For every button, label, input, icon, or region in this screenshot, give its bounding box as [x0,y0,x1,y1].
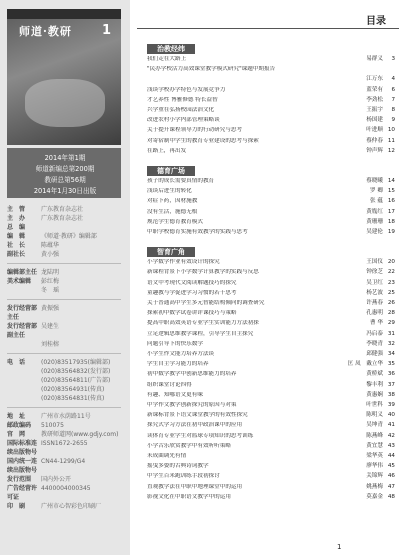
toc-entry[interactable] [147,382,395,389]
info-value: 4400004000345 [41,485,91,492]
info-key: 发行经营部主任 [7,305,38,321]
toc-entry[interactable] [147,229,395,236]
info-row [7,340,121,349]
entry-page: 19 [387,229,395,235]
entry-page: 22 [387,269,395,276]
entry-author: 陈燕峰 [366,432,383,439]
entry-title: 新课程背景下小学数学计算教学的实践与反思 [147,269,259,276]
cover-title: 师道·教研 [19,25,72,38]
entry-title: 小学数学作业有效设计的探究 [147,259,220,266]
entry-page: 48 [387,493,395,500]
entry-title: 语文中考现代文阅读解题技巧的探究 [147,279,237,286]
toc-entry[interactable] [147,209,395,216]
entry-author: 黄胤红 [366,208,383,215]
entry-author: 李劲松 [366,96,383,103]
entry-title: 初中数学教学中创新思维能力的培养 [147,371,237,378]
info-key [7,286,41,295]
toc-divider [137,28,399,29]
toc-entry[interactable] [147,117,395,124]
table-of-contents [137,0,400,555]
toc-entry[interactable] [147,219,395,226]
info-key [7,394,41,403]
entry-page: 4 [391,76,395,83]
info-value: 陈蕴华 [41,242,60,249]
entry-title: 探索初中数学试卷讲评课技巧与策略 [147,310,237,317]
info-key: 编辑部主任 [7,269,38,276]
info-value: (020)83564831(传真) [41,395,105,402]
entry-title: 对寄宿制中学生的教育专业建设的思考与探索 [147,137,259,144]
toc-entry[interactable] [147,259,395,266]
info-key: 广告经营许可证 [7,485,38,501]
info-value: 彭红梅 [41,278,60,285]
entry-page: 31 [387,330,395,337]
toc-entry[interactable] [147,443,395,450]
entry-author: 黄桥斌 [366,371,383,378]
toc-entry[interactable] [147,341,395,348]
info-key: 印 刷 [7,503,26,510]
entry-page: 39 [387,402,395,408]
entry-title: 才艺养性 博雅修德 特长益智 [147,96,218,103]
entry-author: 黄珊珊 [366,218,383,225]
info-row [7,484,121,502]
entry-title: 改进农村小学内部管理策略谈 [147,117,220,124]
entry-author: 梁华英 [366,453,383,459]
info-row [7,412,121,421]
entry-page: 36 [387,371,395,378]
entry-title: 立足逻辑思维教学课程，引导学生自主探究 [147,330,254,337]
info-row [7,367,121,376]
info-key: 副社长 [7,251,26,258]
entry-author: 张 蕴 [370,198,383,205]
info-row [7,475,121,484]
entry-title: 浅谈学校办学特色与发展竞争力 [147,86,226,93]
entry-page: 47 [387,483,395,490]
toc-entry[interactable] [147,402,395,409]
entry-author [337,66,383,73]
info-value: 龙陆明 [41,269,60,276]
toc-entry[interactable] [147,269,395,276]
section-header: 治教经纬 [147,44,195,54]
info-value [41,223,121,232]
info-key: 主 办 [7,215,26,222]
entry-title: 问题引导下的快乐数学 [147,340,203,347]
info-key: 编 辑 [7,233,26,240]
info-row [7,358,121,367]
entry-author: 莫嘉金 [366,493,383,500]
entry-author: 冯启泰 [366,330,383,337]
entry-author: 匡 凤 戴立华 [347,361,383,368]
info-key [7,385,41,394]
info-separator [7,263,121,264]
issue-line: 教研总第56期 [44,176,86,184]
entry-page: 26 [387,300,395,306]
entry-page: 28 [387,310,395,317]
toc-entry[interactable] [147,320,395,327]
toc-entry[interactable] [147,87,395,94]
toc-entry[interactable] [147,127,395,134]
info-value: 510075 [41,422,64,429]
entry-author: 黄宜慧 [366,442,383,449]
entry-title: 规范学生德育教育模式 [147,218,203,225]
info-value: 黄振强 [41,305,60,312]
masthead-info [7,205,121,511]
entry-page: 23 [387,279,395,286]
info-value: 冬 瑶 [41,287,60,294]
entry-page: 29 [387,320,395,327]
entry-title: 中学生百米跑训练手段初探讨 [147,473,220,480]
toc-entry[interactable] [147,412,395,419]
entry-author: 黄惠娴 [366,391,383,398]
toc-entry[interactable] [147,392,395,399]
toc-entry[interactable] [147,331,395,338]
entry-page: 40 [387,412,395,419]
info-key: 总 编 [7,224,26,231]
entry-author: 蓝荣有 [366,86,383,93]
info-separator [7,407,121,408]
info-row [7,232,121,241]
entry-title: 孩子的成长需要真情的教育 [147,178,215,184]
entry-author: 罗 卿 [370,188,383,195]
info-value: 吴建生 [41,323,60,330]
magazine-cover [7,9,121,145]
info-key: 国际标准连续出版物号 [7,440,38,456]
entry-page: 35 [387,361,395,368]
entry-author: 吴建伦 [366,229,383,235]
entry-author: 蔡仲春 [366,137,383,144]
info-row [7,439,121,457]
info-value: 刘桂榕 [41,341,60,348]
entry-title [147,76,337,83]
issue-line: 2014年第1期 [44,154,86,162]
toc-entry[interactable] [147,310,395,317]
cover-top-bar [7,9,121,19]
entry-author: 李晓青 [366,340,383,347]
toc-entry[interactable] [147,56,395,63]
entry-page: 11 [387,137,395,144]
toc-entry[interactable] [147,97,395,104]
entry-page: 20 [387,259,395,266]
entry-title: 我们走在大路上 [147,56,187,62]
entry-page: 16 [387,198,395,205]
toc-title: 目录 [366,16,386,27]
info-row [7,286,121,295]
info-key [7,340,41,349]
info-row [7,421,121,430]
info-row [7,214,121,223]
entry-title: 在路上，再出发 [147,147,187,154]
info-separator [7,299,121,300]
info-row [7,322,121,340]
entry-title: 直观教学法在中职中地理课堂中的运用 [147,483,243,490]
info-key: 美术编辑 [7,278,32,285]
info-value: 国内外公开 [41,476,72,483]
info-row [7,277,121,286]
info-row [7,241,121,250]
info-key: 社 长 [7,242,26,249]
entry-title: 提高中职高效英语专业学生实训能力方法初探 [147,320,259,327]
entry-author: 叶世科 [366,402,383,408]
entry-page: 43 [387,442,395,449]
info-row [7,304,121,322]
toc-entry[interactable] [147,76,395,83]
entry-author: 钟声辉 [366,147,383,154]
toc-entry[interactable] [147,453,395,460]
info-value: (020)83517935(编辑部) [41,359,111,366]
info-row [7,250,121,259]
toc-entry[interactable] [147,66,395,73]
toc-entry[interactable] [147,300,395,307]
section-header: 德育广场 [147,166,195,176]
entry-title: 有趣、知哪语文更有味 [147,391,203,398]
entry-title: 读体育专业学生对篮球专项知识的思考训练 [147,432,254,439]
entry-title: 小学古乐欣赏教学中有效听听策略 [147,442,231,449]
entry-page: 18 [387,218,395,225]
entry-page: 44 [387,453,395,459]
entry-title: 组织课堂讨论四得 [147,381,192,388]
entry-author: 黎丰利 [366,381,383,388]
entry-title: 影视文化在中职语文教学中的运用 [147,493,231,500]
entry-page: 10 [387,127,395,134]
toc-entry[interactable] [147,484,395,491]
entry-title: 童趣教与学促进学习习惯的若干思考 [147,289,237,296]
entry-page: 6 [391,86,395,93]
info-value: 《师道·教研》编辑部 [41,233,97,240]
entry-title: 中学作文教学创新探究的原因与对策 [147,402,237,408]
info-key: 电 话 [7,359,26,366]
toc-entry[interactable] [147,290,395,297]
entry-author: 易群义 [366,56,383,62]
toc-entry[interactable] [147,107,395,114]
toc-entry[interactable] [147,473,395,480]
info-row [7,205,121,214]
entry-author: 廖华伟 [366,463,383,470]
entry-author: 江万东 [366,76,383,83]
entry-author: 曹 华 [370,320,383,327]
info-row [7,430,121,439]
entry-author: 吴坤青 [366,422,383,429]
entry-title: 学生自主学习能力的培养 [147,361,209,368]
toc-entry[interactable] [147,178,395,185]
info-value: 教研师道网(www.gdjy.com) [41,431,119,438]
cover-issue-number: 1 [101,23,111,38]
cover-illustration [25,79,105,127]
entry-title: 没有生活，施德无根 [147,208,198,215]
entry-author: 王国仪 [366,259,383,266]
entry-page: 9 [391,117,395,124]
info-value: 广州市心智彩色印刷厂 [41,503,102,510]
info-value: (020)83564931(传真) [41,386,105,393]
entry-title: 中职学校德育实施有效教学的实践与思考 [147,229,248,235]
toc-entry[interactable] [147,148,395,155]
entry-page: 25 [387,289,395,296]
toc-entry[interactable] [147,188,395,195]
entry-title: 新课标背景下语文课堂教学的有效性探究 [147,412,248,419]
toc-entry[interactable] [147,371,395,378]
info-key: 发行经营部副主任 [7,323,38,339]
toc-entry[interactable] [147,351,395,358]
toc-entry[interactable] [147,361,395,368]
page-number: 1 [337,543,342,551]
entry-page: 42 [387,432,395,439]
entry-author: 杨艺波 [366,289,383,296]
info-row [7,502,121,511]
info-row [7,376,121,385]
entry-page: 17 [387,208,395,215]
entry-page: 38 [387,391,395,398]
entry-page: 3 [391,56,395,62]
info-row [7,268,121,277]
entry-page: 41 [387,422,395,429]
entry-page: 15 [387,188,395,195]
entry-author: 孔惠明 [366,310,383,317]
entry-author: 关锦辉 [366,473,383,480]
info-row [7,394,121,403]
info-row [7,457,121,475]
entry-page: 34 [387,351,395,357]
info-row [7,385,121,394]
info-key: 地 址 [7,413,26,420]
entry-title: 小学生作文能力培养方法谈 [147,351,215,357]
entry-author: 邱健强 [366,351,383,357]
entry-title: "民办学校活力高效课堂教学模式研究"课题中期报告 [147,66,276,73]
entry-author: 钟徐芝 [366,269,383,276]
info-row [7,223,121,232]
entry-author: 杨国建 [366,117,383,124]
info-key: 官 网 [7,431,26,438]
info-key: 发行范围 [7,476,32,483]
toc-entry[interactable] [147,138,395,145]
entry-title: 摇曳多姿的古典诗词教学 [147,463,209,470]
info-separator [7,353,121,354]
entry-author: 王振宇 [366,107,383,113]
entry-author: 蔡晓曦 [366,178,383,184]
info-key: 主 管 [7,206,26,213]
info-value: ISSN1672-2655 [41,440,88,447]
entry-author: 叶进顺 [366,127,383,134]
info-key [7,367,41,376]
entry-page: 45 [387,463,395,470]
issue-line: 2014年1月30日出版 [33,187,97,195]
entry-page: 14 [387,178,395,184]
entry-title: 探究式学习方法在初中政治课中的应用 [147,422,243,429]
info-value: (020)83564832(发行部) [41,368,111,375]
entry-title: 关于普通高中学生多元智能结构倾向的调查研究 [147,300,265,306]
entry-author: 陈明义 [366,412,383,419]
info-value: 广州市水荫路11号 [41,413,91,420]
entry-title: 兴学重在弘扬校园法治文化 [147,107,215,113]
info-key [7,376,41,385]
toc-entry[interactable] [147,433,395,440]
section-header: 智育广角 [147,247,195,257]
entry-page: 12 [387,147,395,154]
toc-entry[interactable] [147,198,395,205]
info-value: 广东教育杂志社 [41,206,84,213]
toc-entry[interactable] [147,422,395,429]
entry-page: 37 [387,381,395,388]
toc-entry[interactable] [147,494,395,501]
toc-entry[interactable] [147,463,395,470]
entry-author: 许燕春 [366,300,383,306]
info-value: CN44-1299/G4 [41,458,86,465]
entry-page: 8 [391,107,395,113]
entry-page [383,66,395,73]
toc-entry[interactable] [147,280,395,287]
entry-page: 46 [387,473,395,480]
entry-author: 吴卫红 [366,279,383,286]
entry-title: 浅谈后进生的转化 [147,188,192,195]
entry-title: 关于提升课程领导力的行动研究与思考 [147,127,243,134]
left-panel [0,0,130,555]
entry-author: 姚燕梅 [366,483,383,490]
entry-page: 7 [391,96,395,103]
info-key: 国内统一连续出版物号 [7,458,38,474]
entry-title: 对症下药，因材施教 [147,198,198,205]
info-value: 广东教育杂志社 [41,215,84,222]
issue-line: 师道新编总第200期 [35,165,95,173]
info-key: 邮政编码 [7,422,32,429]
info-value: 黄小强 [41,251,60,258]
entry-page: 32 [387,340,395,347]
entry-title: 未成曲调先有情 [147,453,187,459]
info-value: (020)83564811(广告部) [41,377,111,384]
